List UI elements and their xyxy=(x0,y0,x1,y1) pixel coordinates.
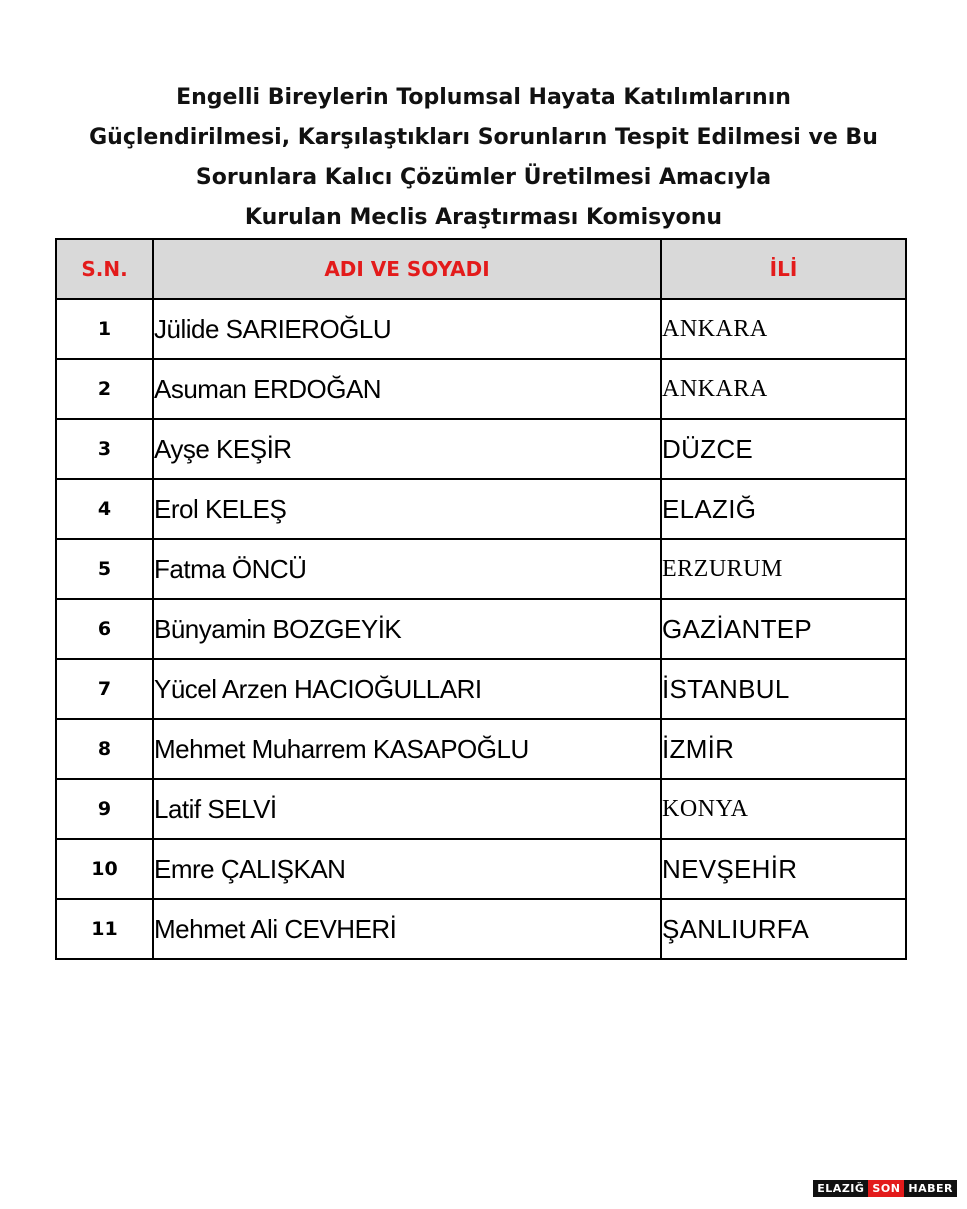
row-name: Jülide SARIEROĞLU xyxy=(153,299,661,359)
row-sn: 6 xyxy=(56,599,153,659)
table-row xyxy=(56,899,906,959)
row-name: Bünyamin BOZGEYİK xyxy=(153,599,661,659)
title-line-4: Kurulan Meclis Araştırması Komisyonu xyxy=(244,205,723,230)
table-row xyxy=(56,359,906,419)
watermark-part-3: HABER xyxy=(904,1180,957,1197)
row-city: ANKARA xyxy=(661,359,906,419)
title-line-3: Sorunlara Kalıcı Çözümler Üretilmesi Amacıyla xyxy=(195,165,772,190)
row-city: ELAZIĞ xyxy=(661,479,906,539)
row-city: İSTANBUL xyxy=(661,659,906,719)
table-row xyxy=(56,599,906,659)
row-name: Mehmet Ali CEVHERİ xyxy=(153,899,661,959)
watermark-part-2: SON xyxy=(868,1180,904,1197)
row-city: ANKARA xyxy=(661,299,906,359)
table-row xyxy=(56,839,906,899)
row-name: Asuman ERDOĞAN xyxy=(153,359,661,419)
row-name: Yücel Arzen HACIOĞULLARI xyxy=(153,659,661,719)
header-name: ADI VE SOYADI xyxy=(153,239,661,299)
table-row xyxy=(56,539,906,599)
row-sn: 2 xyxy=(56,359,153,419)
row-name: Mehmet Muharrem KASAPOĞLU xyxy=(153,719,661,779)
row-name: Ayşe KEŞİR xyxy=(153,419,661,479)
row-name: Latif SELVİ xyxy=(153,779,661,839)
header-city: İLİ xyxy=(661,239,906,299)
row-sn: 5 xyxy=(56,539,153,599)
row-sn: 7 xyxy=(56,659,153,719)
document-title xyxy=(0,78,967,238)
row-city: NEVŞEHİR xyxy=(661,839,906,899)
watermark-logo xyxy=(813,1180,957,1197)
table-row xyxy=(56,779,906,839)
row-sn: 11 xyxy=(56,899,153,959)
row-name: Erol KELEŞ xyxy=(153,479,661,539)
row-sn: 4 xyxy=(56,479,153,539)
row-sn: 9 xyxy=(56,779,153,839)
row-city: ERZURUM xyxy=(661,539,906,599)
row-name: Emre ÇALIŞKAN xyxy=(153,839,661,899)
table-row xyxy=(56,719,906,779)
row-sn: 3 xyxy=(56,419,153,479)
row-city: ŞANLIURFA xyxy=(661,899,906,959)
table-row xyxy=(56,479,906,539)
watermark-part-1: ELAZIĞ xyxy=(813,1180,868,1197)
row-city: İZMİR xyxy=(661,719,906,779)
row-sn: 8 xyxy=(56,719,153,779)
row-city: GAZİANTEP xyxy=(661,599,906,659)
row-city: DÜZCE xyxy=(661,419,906,479)
row-name: Fatma ÖNCÜ xyxy=(153,539,661,599)
title-line-2: Güçlendirilmesi, Karşılaştıkları Sorunların Tespit Edilmesi ve Bu xyxy=(89,125,878,150)
committee-members-table xyxy=(55,238,907,960)
header-sn: S.N. xyxy=(56,239,153,299)
row-sn: 10 xyxy=(56,839,153,899)
row-sn: 1 xyxy=(56,299,153,359)
table-row xyxy=(56,659,906,719)
title-line-1: Engelli Bireylerin Toplumsal Hayata Katılımlarının xyxy=(176,85,791,110)
table-row xyxy=(56,299,906,359)
row-city: KONYA xyxy=(661,779,906,839)
table-row xyxy=(56,419,906,479)
table-header-row xyxy=(56,239,906,299)
